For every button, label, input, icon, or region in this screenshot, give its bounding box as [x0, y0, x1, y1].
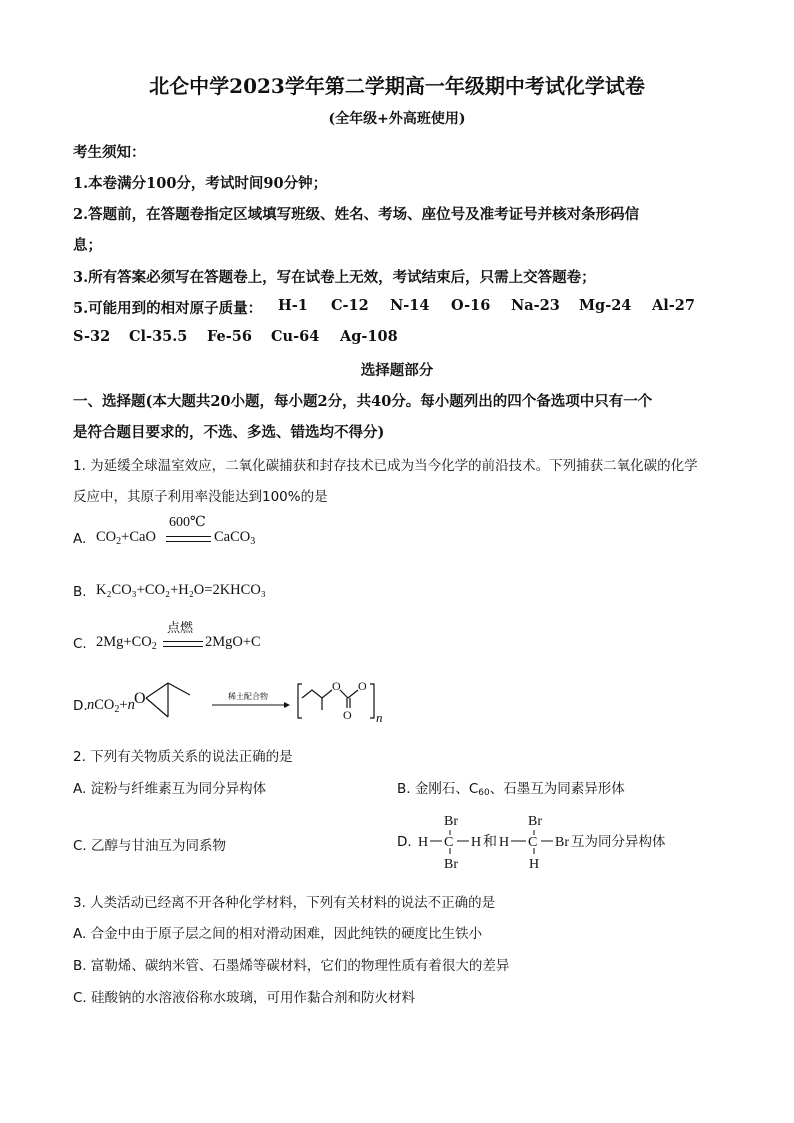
q3-option-b: B. 富勒烯、碳纳米管、石墨烯等碳材料，它们的物理性质有着很大的差异 [73, 958, 510, 974]
q3-stem: 3. 人类活动已经离不开各种化学材料，下列有关材料的说法不正确的是 [73, 895, 496, 911]
svg-text:Br: Br [528, 814, 542, 829]
q3-option-c: C. 硅酸钠的水溶液俗称水玻璃，可用作黏合剂和防火材料 [73, 990, 416, 1006]
mass-h: H-1 [278, 297, 308, 314]
q1-option-a-right: CaCO$_3$ [214, 529, 256, 547]
q2-option-b: B. 金刚石、C60、石墨互为同素异形体 [397, 781, 625, 798]
q2-option-d-suffix: 互为同分异构体 [571, 834, 666, 850]
mass-fe: Fe-56 [207, 328, 252, 345]
q1-stem-line2: 反应中，其原子利用率没能达到100%的是 [73, 489, 328, 505]
page-subtitle: (全年级+外高班使用) [328, 111, 466, 127]
q1-option-a-condition: 600℃ [169, 515, 206, 530]
q2-option-d-structures [414, 806, 694, 878]
notice-item-3: 3.所有答案必须写在答题卷上，写在试卷上无效，考试结束后，只需上交答题卷； [73, 269, 596, 286]
section-part-title: 选择题部分 [360, 362, 434, 379]
q2-option-d-label: D. [397, 834, 412, 850]
notice-item-2: 2.答题前，在答题卷指定区域填写班级、姓名、考场、座位号及准考证号并核对条形码信 [73, 206, 640, 223]
mass-c: C-12 [331, 297, 369, 314]
q1-stem-line1: 1. 为延缓全球温室效应，二氧化碳捕获和封存技术已成为当今化学的前沿技术。下列捕获二氧化碳的化学 [73, 458, 698, 474]
q2-option-c: C. 乙醇与甘油互为同系物 [73, 838, 227, 854]
notice-item-2-cont: 息； [73, 237, 102, 254]
svg-text:O: O [358, 679, 367, 693]
q1-option-c-equals [163, 641, 203, 647]
q1-option-a-equals [166, 536, 211, 542]
q1-option-c-condition: 点燃 [167, 621, 194, 636]
atomic-masses-label: 5.可能用到的相对原子质量： [73, 300, 263, 317]
svg-text:O: O [343, 708, 352, 722]
q1-option-a-label: A. [73, 531, 87, 547]
q2-option-a: A. 淀粉与纤维素互为同分异构体 [73, 781, 267, 797]
mass-al: Al-27 [652, 297, 695, 314]
q1-option-d-reaction-scheme [130, 668, 400, 728]
page-title: 北仑中学2023学年第二学期高一年级期中考试化学试卷 [149, 74, 645, 98]
svg-text:O: O [332, 679, 341, 693]
svg-text:H: H [418, 835, 429, 850]
q2-stem: 2. 下列有关物质关系的说法正确的是 [73, 749, 293, 765]
notice-heading: 考生须知： [73, 144, 146, 161]
q1-option-b-label: B. [73, 584, 87, 600]
q1-option-c-right: 2MgO+C [205, 634, 261, 650]
mass-mg: Mg-24 [579, 297, 632, 314]
mass-cl: Cl-35.5 [129, 328, 188, 345]
svg-text:Br: Br [444, 814, 458, 829]
q1-option-d-reactants: nCO$_2$+n [87, 697, 135, 715]
section-heading-line2: 是符合题目要求的，不选、多选、错选均不得分) [73, 424, 385, 441]
catalyst-label: 稀土配合物 [228, 692, 268, 701]
q3-option-a: A. 合金中由于原子层之间的相对滑动困难，因此纯铁的硬度比生铁小 [73, 926, 483, 942]
and-char: 和 [483, 834, 497, 850]
mass-cu: Cu-64 [271, 328, 320, 345]
section-heading-line1: 一、选择题(本大题共20小题，每小题2分，共40分。每小题列出的四个备选项中只有一个 [73, 393, 653, 410]
q1-option-c-left: $2Mg+CO_2$ [96, 634, 157, 652]
svg-text:Br: Br [444, 857, 458, 872]
q1-option-c-label: C. [73, 636, 87, 652]
mass-n: N-14 [390, 297, 430, 314]
epoxide-oxygen: O [134, 690, 146, 707]
svg-text:C: C [444, 835, 454, 850]
q1-option-a-left: $CO_2+CaO$ [96, 529, 156, 547]
mass-na: Na-23 [511, 297, 560, 314]
mass-s: S-32 [73, 328, 111, 345]
svg-text:H: H [529, 857, 540, 872]
q1-option-b-equation: K₂CO₃+CO₂+H₂O=2KHCO₃ [96, 582, 266, 598]
notice-item-1: 1.本卷满分100分，考试时间90分钟； [73, 175, 328, 192]
svg-text:Br: Br [555, 835, 569, 850]
svg-text:C: C [528, 835, 538, 850]
svg-text:H: H [471, 835, 482, 850]
svg-text:H: H [499, 835, 510, 850]
mass-o: O-16 [451, 297, 491, 314]
q1-option-d-label: D. [73, 698, 88, 714]
mass-ag: Ag-108 [340, 328, 398, 345]
polymer-n: n [376, 710, 383, 725]
